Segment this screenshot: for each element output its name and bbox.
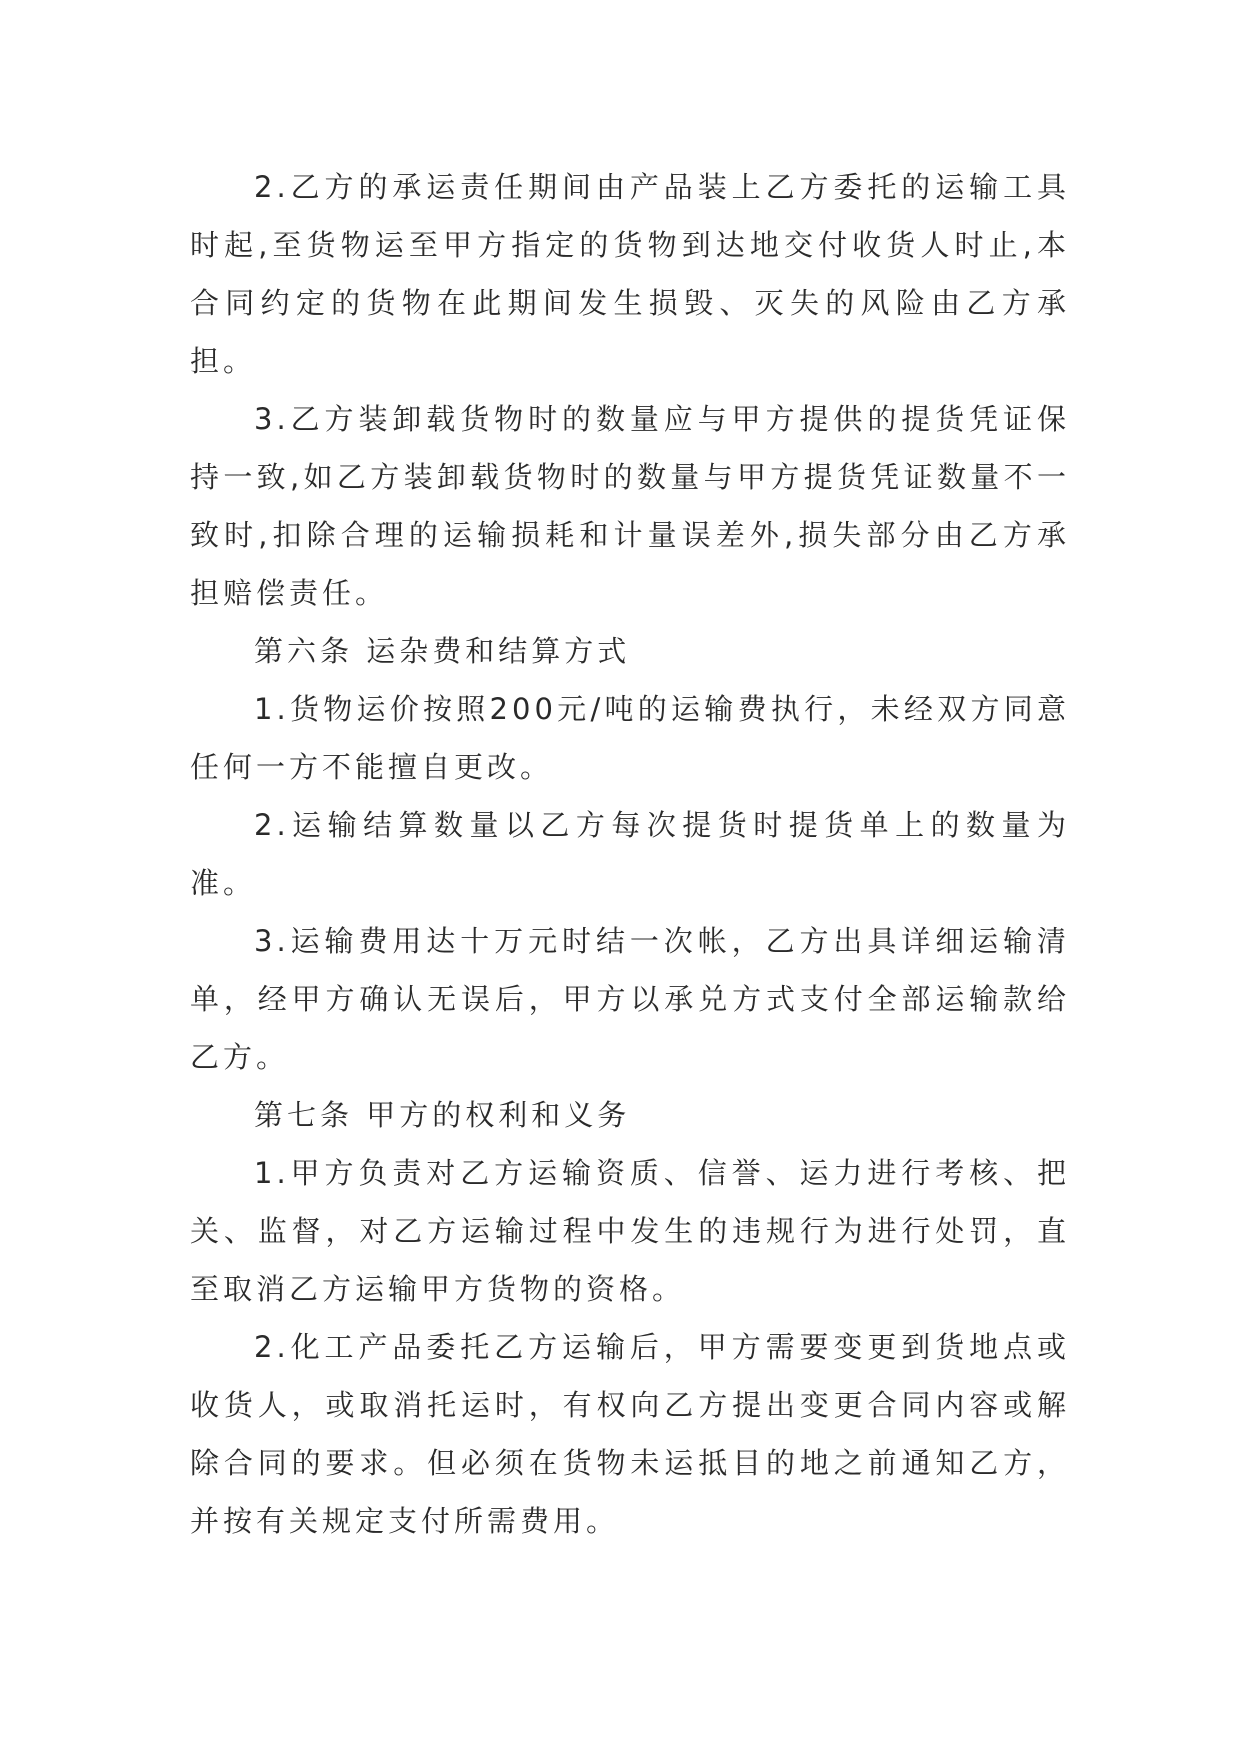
clause-6-heading: 第六条 运杂费和结算方式 — [254, 634, 631, 668]
clause-7-heading: 第七条 甲方的权利和义务 — [254, 1098, 631, 1132]
clause-5-item-2: 2.乙方的承运责任期间由产品装上乙方委托的运输工具时起,至货物运至甲方指定的货物到达地交付收货人时止,本合同约定的货物在此期间发生损毁、灭失的风险由乙方承担。 — [190, 170, 1070, 378]
clause-5-item-3: 3.乙方装卸载货物时的数量应与甲方提供的提货凭证保持一致,如乙方装卸载货物时的数量与甲方提货凭证数量不一致时,扣除合理的运输损耗和计量误差外,损失部分由乙方承担赔偿责任。 — [190, 402, 1070, 610]
clause-6-item-3: 3.运输费用达十万元时结一次帐，乙方出具详细运输清单，经甲方确认无误后，甲方以承兑方式支付全部运输款给乙方。 — [190, 924, 1070, 1074]
clause-6-item-1: 1.货物运价按照200元/吨的运输费执行，未经双方同意任何一方不能擅自更改。 — [190, 692, 1070, 784]
clause-6-item-2: 2.运输结算数量以乙方每次提货时提货单上的数量为准。 — [190, 808, 1070, 900]
clause-7-item-2: 2.化工产品委托乙方运输后，甲方需要变更到货地点或收货人，或取消托运时，有权向乙方提出变更合同内容或解除合同的要求。但必须在货物未运抵目的地之前通知乙方，并按有关规定支付所需费用。 — [190, 1330, 1070, 1538]
document-body — [190, 158, 1070, 1550]
clause-7-item-1: 1.甲方负责对乙方运输资质、信誉、运力进行考核、把关、监督，对乙方运输过程中发生的违规行为进行处罚，直至取消乙方运输甲方货物的资格。 — [190, 1156, 1070, 1306]
